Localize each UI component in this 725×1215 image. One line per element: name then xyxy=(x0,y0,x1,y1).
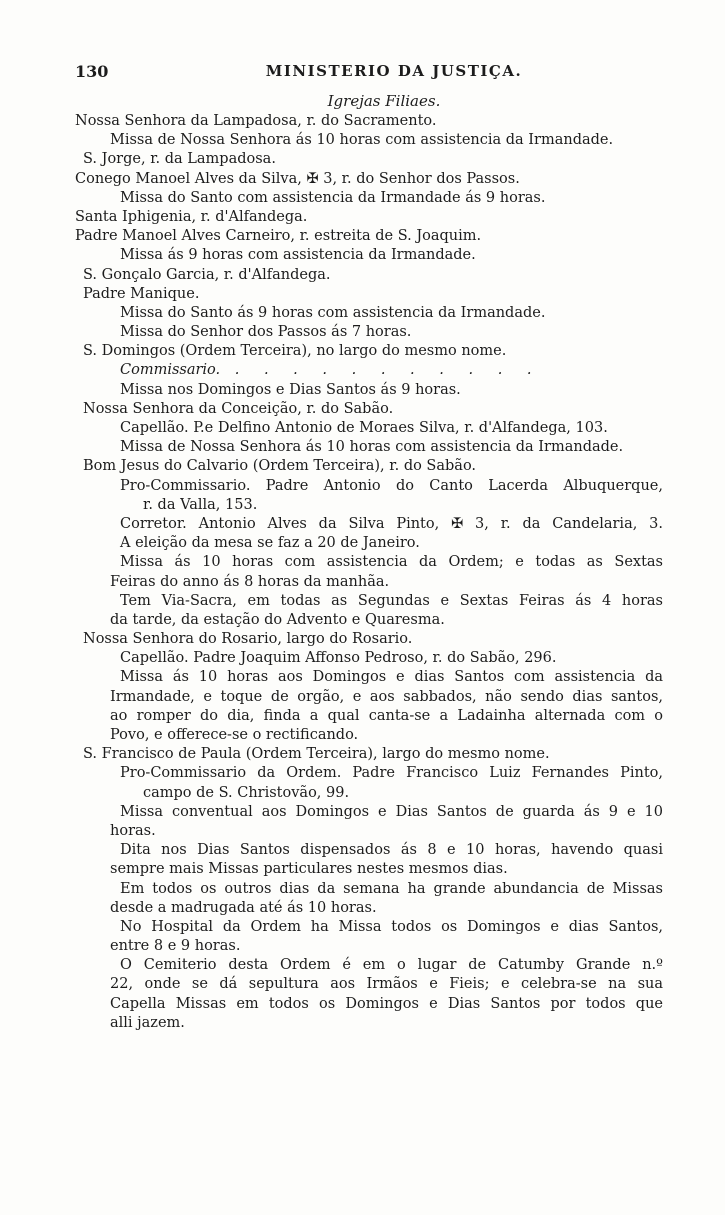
text-line-content: Missa de Nossa Senhora ás 10 horas com assistencia da Irmandade. xyxy=(110,132,614,149)
text-line xyxy=(75,266,663,285)
text-line-content: Capellão. Padre Joaquim Affonso Pedroso, r. do Sabão, 296. xyxy=(120,650,557,667)
text-line-content: horas. xyxy=(110,822,156,839)
text-line xyxy=(75,419,663,438)
text-line xyxy=(75,342,663,361)
text-line xyxy=(75,995,663,1014)
text-line-content: Tem Via-Sacra, em todas as Segundas e Sextas Feiras ás 4 horas xyxy=(120,592,663,609)
text-line-content: Missa nos Domingos e Dias Santos ás 9 horas. xyxy=(120,381,461,398)
text-line-content: Pro-Commissario da Ordem. Padre Francisco Luiz Fernandes Pinto, xyxy=(120,765,663,782)
text-line-content: Missa ás 10 horas aos Domingos e dias Santos com assistencia da xyxy=(120,669,663,686)
text-line-content: sempre mais Missas particulares nestes mesmos dias. xyxy=(110,861,508,878)
text-line xyxy=(75,822,663,841)
text-line-content: No Hospital da Ordem ha Missa todos os Domingos e dias Santos, xyxy=(120,918,663,935)
text-line-content: Missa ás 9 horas com assistencia da Irmandade. xyxy=(120,247,476,264)
text-line xyxy=(75,323,663,342)
text-line xyxy=(75,534,663,553)
text-line-content: S. Francisco de Paula (Ordem Terceira), largo do mesmo nome. xyxy=(83,746,550,763)
text-line xyxy=(75,1014,663,1033)
text-line xyxy=(75,496,663,515)
text-line-content: Capella Missas em todos os Domingos e Dias Santos por todos que xyxy=(110,995,663,1012)
text-line xyxy=(75,707,663,726)
text-line-content: S. Gonçalo Garcia, r. d'Alfandega. xyxy=(83,266,331,283)
text-line xyxy=(75,285,663,304)
text-line xyxy=(75,227,663,246)
text-line-content: Missa do Santo com assistencia da Irmandade ás 9 horas. xyxy=(120,189,546,206)
text-line-content: entre 8 e 9 horas. xyxy=(110,938,241,955)
text-line-content: O Cemiterio desta Ordem é em o lugar de Catumby Grande n.º xyxy=(120,957,663,974)
text-line xyxy=(75,361,663,380)
text-line-content: Missa de Nossa Senhora ás 10 horas com assistencia da Irmandade. xyxy=(120,439,624,456)
text-line xyxy=(75,784,663,803)
text-line xyxy=(75,956,663,975)
text-line xyxy=(75,899,663,918)
text-line xyxy=(75,841,663,860)
text-line xyxy=(75,438,663,457)
text-line xyxy=(75,208,663,227)
text-line xyxy=(75,860,663,879)
text-line xyxy=(75,246,663,265)
text-line-content: Nossa Senhora do Rosario, largo do Rosario. xyxy=(83,631,413,648)
text-line xyxy=(75,381,663,400)
text-line xyxy=(75,573,663,592)
text-line-content: Irmandade, e toque de orgão, e aos sabbados, não sendo dias santos, xyxy=(110,688,663,705)
text-line xyxy=(75,726,663,745)
text-line xyxy=(75,131,663,150)
text-line-content: Santa Iphigenia, r. d'Alfandega. xyxy=(75,208,308,225)
text-line-content: Pro-Commissario. Padre Antonio do Canto Lacerda Albuquerque, xyxy=(120,477,663,494)
text-line xyxy=(75,189,663,208)
text-line-content: Conego Manoel Alves da Silva, ✠ 3, r. do Senhor dos Passos. xyxy=(75,170,520,187)
text-line xyxy=(75,170,663,189)
text-line-content: Missa conventual aos Domingos e Dias Santos de guarda ás 9 e 10 xyxy=(120,803,663,820)
text-line xyxy=(75,975,663,994)
text-line-content: Em todos os outros dias da semana ha grande abundancia de Missas xyxy=(120,880,663,897)
text-line xyxy=(75,611,663,630)
text-line-content: S. Jorge, r. da Lampadosa. xyxy=(83,151,276,168)
text-line xyxy=(75,630,663,649)
text-body xyxy=(75,112,663,1033)
text-line-content: Missa do Santo ás 9 horas com assistencia da Irmandade. xyxy=(120,304,546,321)
text-line-content: Padre Manique. xyxy=(83,285,200,302)
text-line-content: S. Domingos (Ordem Terceira), no largo do mesmo nome. xyxy=(83,343,507,360)
text-line-content: Missa do Senhor dos Passos ás 7 horas. xyxy=(120,324,412,341)
text-line-content: da tarde, da estação do Advento e Quaresma. xyxy=(110,611,445,628)
text-line xyxy=(75,688,663,707)
text-line-content: Feiras do anno ás 8 horas da manhãa. xyxy=(110,573,390,590)
section-title: Igrejas Filiaes. xyxy=(327,92,441,110)
text-line-content: Corretor. Antonio Alves da Silva Pinto, ✠ 3, r. da Candelaria, 3. xyxy=(120,515,663,532)
text-line-content: desde a madrugada até ás 10 horas. xyxy=(110,899,377,916)
text-line-content: Dita nos Dias Santos dispensados ás 8 e 10 horas, havendo quasi xyxy=(120,842,663,859)
text-line-content: Capellão. P.e Delfino Antonio de Moraes Silva, r. d'Alfandega, 103. xyxy=(120,420,608,436)
text-line-content: A eleição da mesa se faz a 20 de Janeiro. xyxy=(120,535,420,552)
text-line-content: campo de S. Christovão, 99. xyxy=(143,784,350,801)
text-line xyxy=(75,918,663,937)
text-line-content: Padre Manoel Alves Carneiro, r. estreita de S. Joaquim. xyxy=(75,228,482,245)
text-line-content: r. da Valla, 153. xyxy=(143,496,258,513)
text-line-content: 22, onde se dá sepultura aos Irmãos e Fieis; e celebra-se na sua xyxy=(110,976,663,993)
text-line xyxy=(75,400,663,419)
text-line xyxy=(75,112,663,131)
text-line xyxy=(75,745,663,764)
text-line xyxy=(75,668,663,687)
text-line xyxy=(75,553,663,572)
text-line-content: Nossa Senhora da Lampadosa, r. do Sacramento. xyxy=(75,113,437,129)
page-header xyxy=(75,62,663,92)
text-line xyxy=(75,764,663,783)
text-line-content: Missa ás 10 horas com assistencia da Ordem; e todas as Sextas xyxy=(120,554,663,571)
text-line xyxy=(75,304,663,323)
book-page xyxy=(0,62,725,1215)
text-line-content: Nossa Senhora da Conceição, r. do Sabão. xyxy=(83,400,394,417)
text-line xyxy=(75,150,663,169)
running-title: MINISTERIO DA JUSTIÇA. xyxy=(265,62,523,80)
text-line xyxy=(75,477,663,496)
text-line-content: alli jazem. xyxy=(110,1014,185,1031)
text-line xyxy=(75,803,663,822)
text-line xyxy=(75,649,663,668)
text-line xyxy=(75,457,663,476)
text-line-content: Commissario. xyxy=(120,362,221,379)
text-line-content: Povo, e offerece-se o rectificando. xyxy=(110,727,359,743)
text-line xyxy=(75,937,663,956)
text-line xyxy=(75,880,663,899)
text-line-content: Bom Jesus do Calvario (Ordem Terceira), r. do Sabão. xyxy=(83,458,477,475)
page-number: 130 xyxy=(75,62,109,81)
text-line xyxy=(75,592,663,611)
text-line xyxy=(75,515,663,534)
leader-dots: . . . . . . . . . . . xyxy=(220,362,542,379)
text-line-content: ao romper do dia, finda a qual canta-se a Ladainha alternada com o xyxy=(110,707,663,724)
